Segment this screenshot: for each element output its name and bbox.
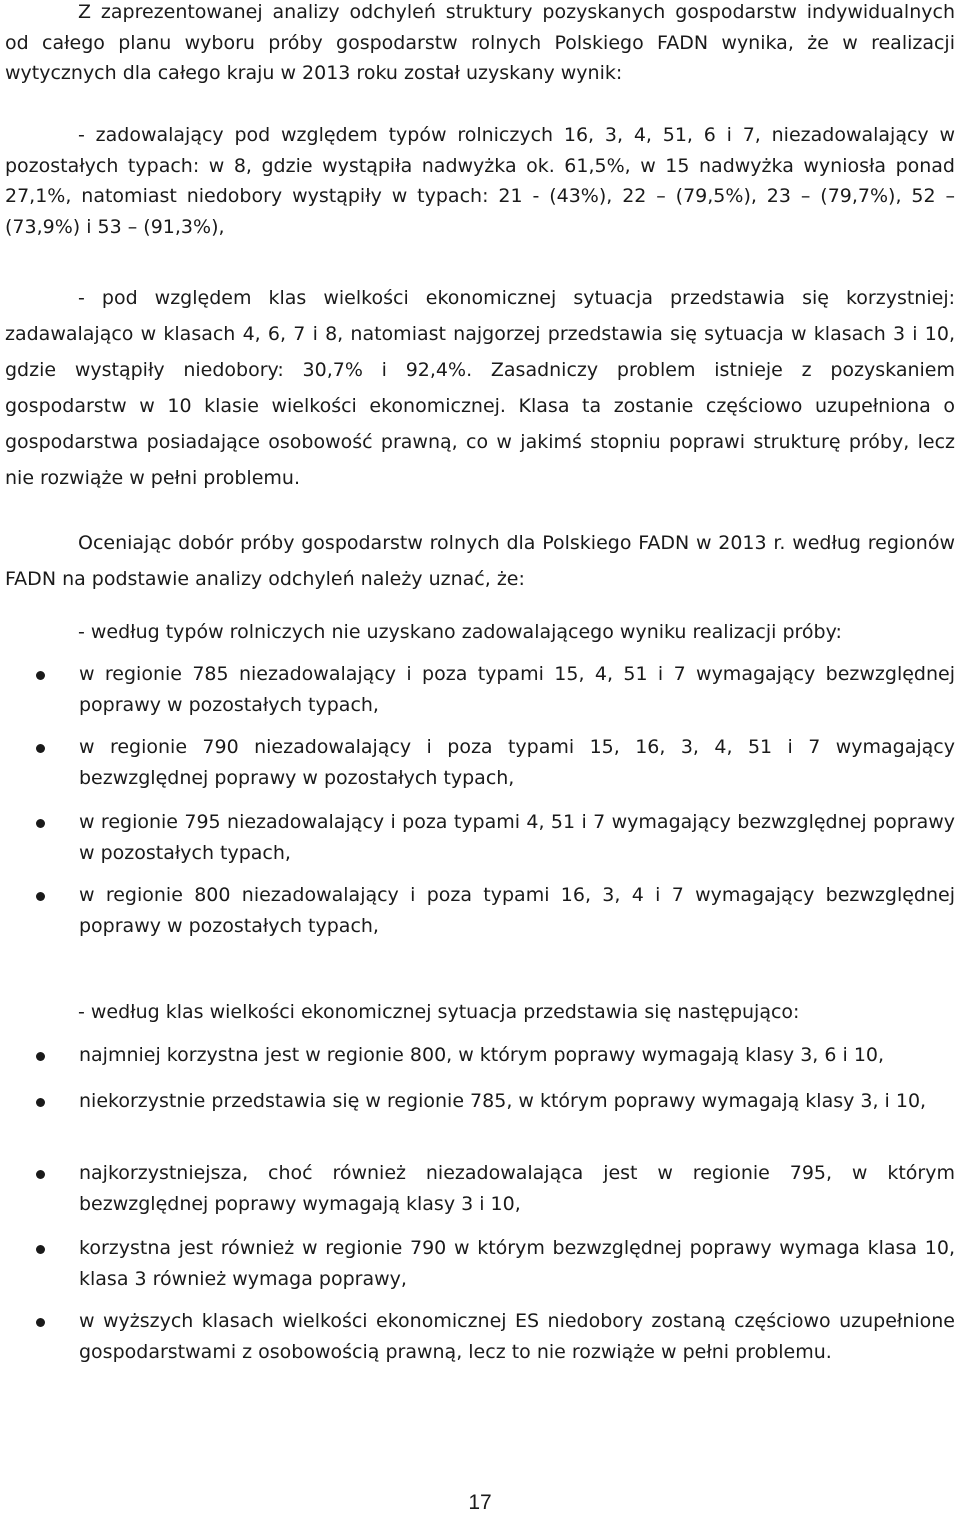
bullet-icon bbox=[36, 1098, 45, 1107]
bullet-icon bbox=[36, 1052, 45, 1061]
list-item-text: w regionie 800 niezadowalający i poza typami 16, 3, 4 i 7 wymagający bezwzględnej poprawy w pozostałych typach, bbox=[79, 884, 955, 937]
list-item-text: w regionie 790 niezadowalający i poza typami 15, 16, 3, 4, 51 i 7 wymagający bezwzględnej poprawy w pozostałych typach, bbox=[79, 736, 955, 789]
page-number: 17 bbox=[468, 1491, 492, 1514]
list-item-text: niekorzystnie przedstawia się w regionie 785, w którym poprawy wymagają klasy 3, i 10, bbox=[79, 1090, 927, 1112]
list-item-text: w wyższych klasach wielkości ekonomicznej ES niedobory zostaną częściowo uzupełnione gospodarstwami z osobowością prawną, lecz to nie rozwiąże w pełni problemu. bbox=[79, 1310, 955, 1363]
list-item-text: najmniej korzystna jest w regionie 800, w którym poprawy wymagają klasy 3, 6 i 10, bbox=[79, 1044, 885, 1066]
paragraph-analysis-intro: Z zaprezentowanej analizy odchyleń struktury pozyskanych gospodarstw indywidualnych od całego planu wyboru próby gospodarstw rolnych Polskiego FADN wynika, że w realizacji wytycznych dla całego kraju w 2013 roku został uzyskany wynik: bbox=[5, 1, 955, 84]
paragraph-types-result: - zadowalający pod względem typów rolniczych 16, 3, 4, 51, 6 i 7, niezadowalający w pozostałych typach: w 8, gdzie wystąpiła nadwyżka ok. 61,5%, w 15 nadwyżka wyniosła ponad 27,1%, natomiast niedobory wystąpiły w typach: 21 - (43%), 22 – (79,5%), 23 – (79,7%), 52 – (73,9%) i 53 – (91,3%), bbox=[5, 124, 955, 238]
bullet-icon bbox=[36, 671, 45, 680]
list-item-text: w regionie 795 niezadowalający i poza typami 4, 51 i 7 wymagający bezwzględnej poprawy w pozostałych typach, bbox=[79, 811, 955, 864]
list-item-text: w regionie 785 niezadowalający i poza typami 15, 4, 51 i 7 wymagający bezwzględnej poprawy w pozostałych typach, bbox=[79, 663, 955, 716]
list-item-text: najkorzystniejsza, choć również niezadowalająca jest w regionie 795, w którym bezwzględnej poprawy wymagają klasy 3 i 10, bbox=[79, 1162, 955, 1215]
bullet-icon bbox=[36, 892, 45, 901]
paragraph-regions-assessment: Oceniając dobór próby gospodarstw rolnych dla Polskiego FADN w 2013 r. według regionów FADN na podstawie analizy odchyleń należy uznać, że: bbox=[5, 532, 955, 590]
types-section-lead: - według typów rolniczych nie uzyskano zadowalającego wyniku realizacji próby: bbox=[78, 621, 842, 643]
paragraph-classes-result: - pod względem klas wielkości ekonomicznej sytuacja przedstawia się korzystniej: zadawalająco w klasach 4, 6, 7 i 8, natomiast najgorzej przedstawia się sytuacja w klasach 3 i 10, gdzie wystąpiły niedobory: 30,7% i 92,4%. Zasadniczy problem istnieje z pozyskaniem gospodarstw w 10 klasie wielkości ekonomicznej. Klasa ta zostanie częściowo uzupełniona o gospodarstwa posiadające osobowość prawną, co w jakimś stopniu poprawi strukturę próby, lecz nie rozwiąże w pełni problemu. bbox=[5, 287, 955, 489]
bullet-icon bbox=[36, 819, 45, 828]
list-item-text: korzystna jest również w regionie 790 w którym bezwzględnej poprawy wymaga klasa 10, klasa 3 również wymaga poprawy, bbox=[79, 1237, 955, 1290]
bullet-icon bbox=[36, 1245, 45, 1254]
classes-section-lead: - według klas wielkości ekonomicznej sytuacja przedstawia się następująco: bbox=[78, 1001, 800, 1023]
bullet-icon bbox=[36, 744, 45, 753]
bullet-icon bbox=[36, 1170, 45, 1179]
bullet-icon bbox=[36, 1318, 45, 1327]
